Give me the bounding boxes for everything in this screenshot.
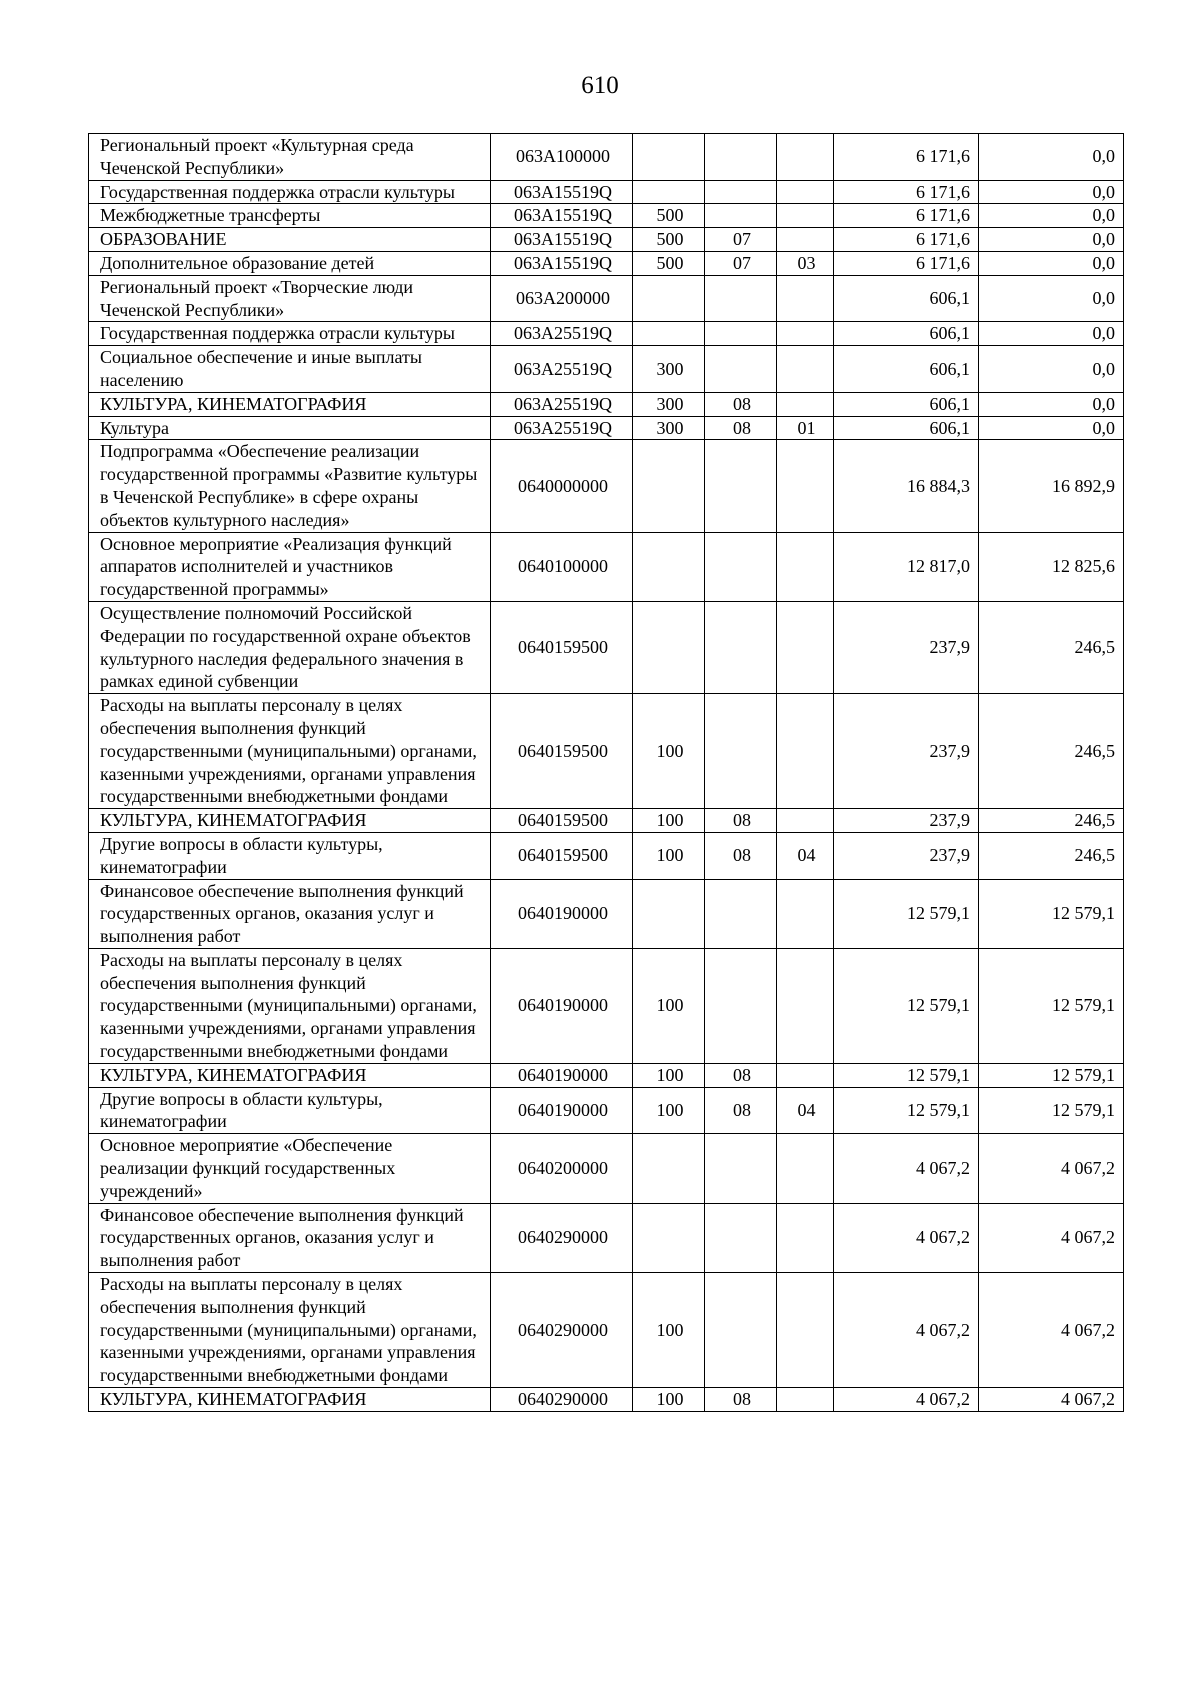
- amount-year-2-cell: 0,0: [979, 392, 1124, 416]
- subsection-cell: [777, 440, 834, 532]
- item-name-cell: Другие вопросы в области культуры, кинематографии: [89, 1087, 491, 1134]
- subsection-cell: [777, 879, 834, 948]
- amount-year-1-cell: 4 067,2: [834, 1134, 979, 1203]
- amount-year-1-cell: 12 817,0: [834, 532, 979, 601]
- amount-year-1-cell: 4 067,2: [834, 1388, 979, 1412]
- subsection-cell: 04: [777, 832, 834, 879]
- table-row: [89, 1087, 1124, 1134]
- amount-year-1-cell: 12 579,1: [834, 1063, 979, 1087]
- item-name-cell: Государственная поддержка отрасли культуры: [89, 180, 491, 204]
- target-article-cell: 0640200000: [491, 1134, 633, 1203]
- target-article-cell: 0640159500: [491, 809, 633, 833]
- subsection-cell: [777, 346, 834, 393]
- amount-year-2-cell: 12 579,1: [979, 1063, 1124, 1087]
- amount-year-2-cell: 4 067,2: [979, 1134, 1124, 1203]
- target-article-cell: 063A15519Q: [491, 180, 633, 204]
- table-row: [89, 204, 1124, 228]
- section-cell: [705, 879, 777, 948]
- item-name-cell: Подпрограмма «Обеспечение реализации государственной программы «Развитие культуры в Чеченской Республике» в сфере охраны объектов культурного наследия»: [89, 440, 491, 532]
- amount-year-1-cell: 606,1: [834, 275, 979, 322]
- amount-year-2-cell: 4 067,2: [979, 1273, 1124, 1388]
- item-name-cell: Расходы на выплаты персоналу в целях обеспечения выполнения функций государственными (муниципальными) органами, казенными учреждениями, органами управления государственными внебюджетными фондами: [89, 1273, 491, 1388]
- target-article-cell: 0640190000: [491, 879, 633, 948]
- subsection-cell: [777, 694, 834, 809]
- section-cell: [705, 1273, 777, 1388]
- table-row: [89, 948, 1124, 1063]
- subsection-cell: [777, 948, 834, 1063]
- subsection-cell: [777, 1388, 834, 1412]
- subsection-cell: [777, 809, 834, 833]
- item-name-cell: Региональный проект «Творческие люди Чеченской Республики»: [89, 275, 491, 322]
- amount-year-1-cell: 12 579,1: [834, 1087, 979, 1134]
- target-article-cell: 0640100000: [491, 532, 633, 601]
- item-name-cell: Расходы на выплаты персоналу в целях обеспечения выполнения функций государственными (муниципальными) органами, казенными учреждениями, органами управления государственными внебюджетными фондами: [89, 948, 491, 1063]
- table-row: [89, 180, 1124, 204]
- expense-type-cell: [633, 601, 705, 693]
- table-row: [89, 694, 1124, 809]
- item-name-cell: Осуществление полномочий Российской Федерации по государственной охране объектов культурного наследия федерального значения в рамках единой субвенции: [89, 601, 491, 693]
- item-name-cell: Другие вопросы в области культуры, кинематографии: [89, 832, 491, 879]
- section-cell: 08: [705, 392, 777, 416]
- item-name-cell: КУЛЬТУРА, КИНЕМАТОГРАФИЯ: [89, 809, 491, 833]
- amount-year-2-cell: 12 825,6: [979, 532, 1124, 601]
- amount-year-2-cell: 16 892,9: [979, 440, 1124, 532]
- expense-type-cell: [633, 1203, 705, 1272]
- expense-type-cell: [633, 1134, 705, 1203]
- amount-year-1-cell: 606,1: [834, 322, 979, 346]
- section-cell: [705, 1134, 777, 1203]
- target-article-cell: 0640159500: [491, 694, 633, 809]
- table-row: [89, 346, 1124, 393]
- table-row: [89, 134, 1124, 181]
- amount-year-2-cell: 0,0: [979, 322, 1124, 346]
- table-row: [89, 251, 1124, 275]
- target-article-cell: 0640159500: [491, 601, 633, 693]
- table-row: [89, 228, 1124, 252]
- target-article-cell: 0640190000: [491, 1087, 633, 1134]
- amount-year-1-cell: 606,1: [834, 392, 979, 416]
- amount-year-2-cell: 4 067,2: [979, 1388, 1124, 1412]
- item-name-cell: Основное мероприятие «Обеспечение реализации функций государственных учреждений»: [89, 1134, 491, 1203]
- amount-year-2-cell: 0,0: [979, 134, 1124, 181]
- section-cell: [705, 440, 777, 532]
- section-cell: 08: [705, 416, 777, 440]
- item-name-cell: Социальное обеспечение и иные выплаты населению: [89, 346, 491, 393]
- amount-year-1-cell: 6 171,6: [834, 251, 979, 275]
- section-cell: [705, 180, 777, 204]
- expense-type-cell: 300: [633, 392, 705, 416]
- amount-year-1-cell: 237,9: [834, 809, 979, 833]
- subsection-cell: 04: [777, 1087, 834, 1134]
- section-cell: [705, 322, 777, 346]
- section-cell: [705, 532, 777, 601]
- section-cell: 08: [705, 1388, 777, 1412]
- amount-year-2-cell: 246,5: [979, 694, 1124, 809]
- amount-year-2-cell: 0,0: [979, 228, 1124, 252]
- target-article-cell: 0640290000: [491, 1203, 633, 1272]
- amount-year-1-cell: 606,1: [834, 416, 979, 440]
- item-name-cell: Финансовое обеспечение выполнения функций государственных органов, оказания услуг и выполнения работ: [89, 1203, 491, 1272]
- section-cell: 07: [705, 251, 777, 275]
- expense-type-cell: 100: [633, 1087, 705, 1134]
- table-row: [89, 1388, 1124, 1412]
- target-article-cell: 063A200000: [491, 275, 633, 322]
- item-name-cell: Культура: [89, 416, 491, 440]
- expense-type-cell: [633, 134, 705, 181]
- section-cell: [705, 346, 777, 393]
- item-name-cell: КУЛЬТУРА, КИНЕМАТОГРАФИЯ: [89, 1388, 491, 1412]
- target-article-cell: 063A100000: [491, 134, 633, 181]
- target-article-cell: 0640290000: [491, 1388, 633, 1412]
- subsection-cell: [777, 1273, 834, 1388]
- section-cell: [705, 275, 777, 322]
- amount-year-2-cell: 0,0: [979, 416, 1124, 440]
- amount-year-2-cell: 246,5: [979, 832, 1124, 879]
- table-row: [89, 809, 1124, 833]
- subsection-cell: [777, 180, 834, 204]
- table-row: [89, 1134, 1124, 1203]
- expense-type-cell: [633, 275, 705, 322]
- amount-year-2-cell: 4 067,2: [979, 1203, 1124, 1272]
- amount-year-1-cell: 12 579,1: [834, 879, 979, 948]
- expense-type-cell: 100: [633, 809, 705, 833]
- item-name-cell: ОБРАЗОВАНИЕ: [89, 228, 491, 252]
- expense-type-cell: 100: [633, 694, 705, 809]
- item-name-cell: Межбюджетные трансферты: [89, 204, 491, 228]
- amount-year-2-cell: 246,5: [979, 809, 1124, 833]
- expense-type-cell: [633, 180, 705, 204]
- section-cell: 08: [705, 809, 777, 833]
- subsection-cell: [777, 1203, 834, 1272]
- item-name-cell: Основное мероприятие «Реализация функций аппаратов исполнителей и участников государственной программы»: [89, 532, 491, 601]
- table-row: [89, 1063, 1124, 1087]
- target-article-cell: 063A25519Q: [491, 392, 633, 416]
- page-number: 610: [581, 72, 619, 99]
- subsection-cell: [777, 1063, 834, 1087]
- expense-type-cell: [633, 440, 705, 532]
- section-cell: 08: [705, 1087, 777, 1134]
- table-row: [89, 1273, 1124, 1388]
- amount-year-1-cell: 4 067,2: [834, 1273, 979, 1388]
- budget-table-body: [89, 134, 1124, 1412]
- section-cell: 08: [705, 1063, 777, 1087]
- table-row: [89, 1203, 1124, 1272]
- table-row: [89, 392, 1124, 416]
- expense-type-cell: [633, 322, 705, 346]
- expense-type-cell: 100: [633, 1273, 705, 1388]
- table-row: [89, 416, 1124, 440]
- amount-year-1-cell: 6 171,6: [834, 204, 979, 228]
- expense-type-cell: 100: [633, 948, 705, 1063]
- section-cell: [705, 601, 777, 693]
- amount-year-1-cell: 237,9: [834, 832, 979, 879]
- amount-year-1-cell: 4 067,2: [834, 1203, 979, 1272]
- amount-year-1-cell: 12 579,1: [834, 948, 979, 1063]
- target-article-cell: 063A25519Q: [491, 322, 633, 346]
- expense-type-cell: 100: [633, 1388, 705, 1412]
- item-name-cell: КУЛЬТУРА, КИНЕМАТОГРАФИЯ: [89, 392, 491, 416]
- amount-year-2-cell: 0,0: [979, 180, 1124, 204]
- expense-type-cell: 100: [633, 832, 705, 879]
- target-article-cell: 0640000000: [491, 440, 633, 532]
- table-row: [89, 879, 1124, 948]
- table-row: [89, 440, 1124, 532]
- subsection-cell: [777, 392, 834, 416]
- subsection-cell: [777, 204, 834, 228]
- amount-year-2-cell: 0,0: [979, 346, 1124, 393]
- expense-type-cell: 300: [633, 346, 705, 393]
- amount-year-2-cell: 0,0: [979, 275, 1124, 322]
- subsection-cell: 01: [777, 416, 834, 440]
- section-cell: [705, 134, 777, 181]
- item-name-cell: Финансовое обеспечение выполнения функций государственных органов, оказания услуг и выполнения работ: [89, 879, 491, 948]
- amount-year-1-cell: 606,1: [834, 346, 979, 393]
- item-name-cell: КУЛЬТУРА, КИНЕМАТОГРАФИЯ: [89, 1063, 491, 1087]
- item-name-cell: Региональный проект «Культурная среда Чеченской Республики»: [89, 134, 491, 181]
- subsection-cell: [777, 134, 834, 181]
- table-row: [89, 832, 1124, 879]
- expense-type-cell: 500: [633, 251, 705, 275]
- target-article-cell: 0640290000: [491, 1273, 633, 1388]
- item-name-cell: Дополнительное образование детей: [89, 251, 491, 275]
- subsection-cell: [777, 1134, 834, 1203]
- subsection-cell: [777, 275, 834, 322]
- expense-type-cell: 100: [633, 1063, 705, 1087]
- target-article-cell: 0640190000: [491, 1063, 633, 1087]
- subsection-cell: 03: [777, 251, 834, 275]
- section-cell: 07: [705, 228, 777, 252]
- target-article-cell: 063A15519Q: [491, 251, 633, 275]
- subsection-cell: [777, 322, 834, 346]
- table-row: [89, 322, 1124, 346]
- amount-year-2-cell: 246,5: [979, 601, 1124, 693]
- target-article-cell: 063A25519Q: [491, 346, 633, 393]
- amount-year-1-cell: 6 171,6: [834, 228, 979, 252]
- target-article-cell: 0640159500: [491, 832, 633, 879]
- amount-year-1-cell: 237,9: [834, 694, 979, 809]
- item-name-cell: Расходы на выплаты персоналу в целях обеспечения выполнения функций государственными (муниципальными) органами, казенными учреждениями, органами управления государственными внебюджетными фондами: [89, 694, 491, 809]
- expense-type-cell: [633, 532, 705, 601]
- target-article-cell: 063A25519Q: [491, 416, 633, 440]
- item-name-cell: Государственная поддержка отрасли культуры: [89, 322, 491, 346]
- amount-year-2-cell: 12 579,1: [979, 1087, 1124, 1134]
- expense-type-cell: 500: [633, 204, 705, 228]
- amount-year-1-cell: 237,9: [834, 601, 979, 693]
- expense-type-cell: 300: [633, 416, 705, 440]
- amount-year-2-cell: 0,0: [979, 204, 1124, 228]
- target-article-cell: 063A15519Q: [491, 204, 633, 228]
- expense-type-cell: 500: [633, 228, 705, 252]
- section-cell: [705, 694, 777, 809]
- section-cell: [705, 1203, 777, 1272]
- target-article-cell: 0640190000: [491, 948, 633, 1063]
- table-row: [89, 601, 1124, 693]
- section-cell: [705, 204, 777, 228]
- section-cell: [705, 948, 777, 1063]
- subsection-cell: [777, 601, 834, 693]
- amount-year-2-cell: 12 579,1: [979, 948, 1124, 1063]
- subsection-cell: [777, 532, 834, 601]
- subsection-cell: [777, 228, 834, 252]
- amount-year-1-cell: 6 171,6: [834, 180, 979, 204]
- budget-table: [88, 133, 1124, 1412]
- amount-year-2-cell: 12 579,1: [979, 879, 1124, 948]
- target-article-cell: 063A15519Q: [491, 228, 633, 252]
- table-row: [89, 532, 1124, 601]
- section-cell: 08: [705, 832, 777, 879]
- amount-year-1-cell: 6 171,6: [834, 134, 979, 181]
- amount-year-1-cell: 16 884,3: [834, 440, 979, 532]
- table-row: [89, 275, 1124, 322]
- amount-year-2-cell: 0,0: [979, 251, 1124, 275]
- expense-type-cell: [633, 879, 705, 948]
